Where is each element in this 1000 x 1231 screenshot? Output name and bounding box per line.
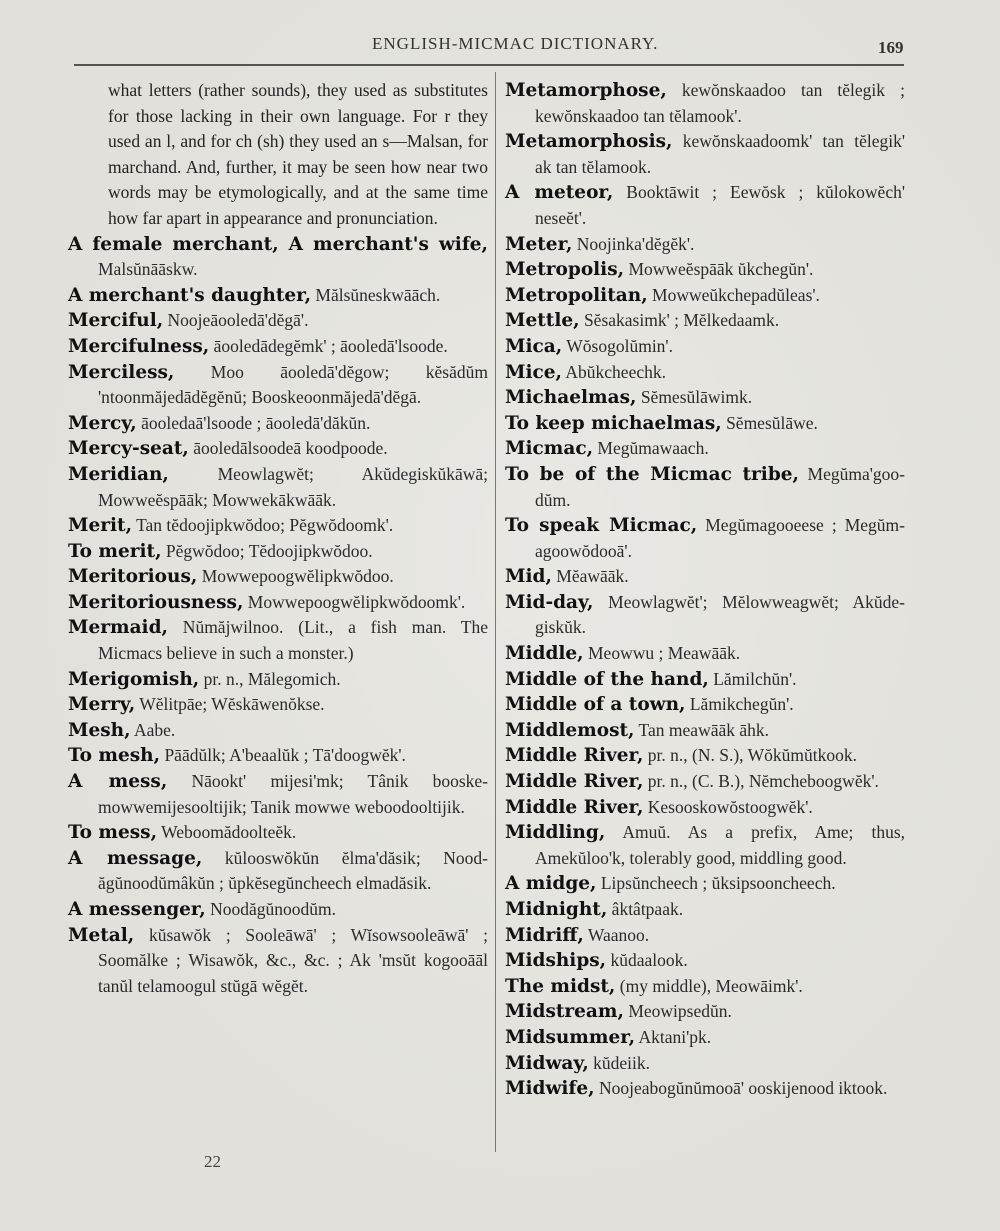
dictionary-entry <box>68 334 488 360</box>
header-title: ENGLISH-MICMAC DICTIONARY. <box>372 34 659 53</box>
entry-definition: Megŭma'goodŭm. <box>535 463 905 510</box>
entry-definition: pr. n., Mălegomich. <box>199 668 341 689</box>
continuation-paragraph: what letters (rather sounds), they used as substitutes for those lacking in their own language. For r they used an l, and for ch (sh) they used an s—Malsan, for marchand. And, further, it may be seen how near two words may be etymologically, and at the same time how far apart in appearance and pronunciation. <box>108 80 488 228</box>
dictionary-entry <box>68 564 488 590</box>
entry-definition: Amuŭ. As a prefix, Ame; thus, Amekŭloo'k, tolerably good, middling good. <box>535 822 905 868</box>
entry-definition: Mălsŭneskwāāch. <box>311 284 441 305</box>
dictionary-entry <box>505 1025 905 1051</box>
entry-definition: (my middle), Meowāimk'. <box>615 975 803 996</box>
dictionary-entry <box>505 462 905 513</box>
dictionary-entry <box>68 283 488 309</box>
dictionary-entry <box>505 795 905 821</box>
entry-headword: Michaelmas, <box>505 387 637 409</box>
entry-headword: A messenger, <box>68 899 206 920</box>
dictionary-entry <box>68 411 488 437</box>
entry-headword: Middle of the hand, <box>505 668 709 690</box>
entry-headword: To mess, <box>68 822 158 844</box>
entry-headword: Meridian, <box>68 463 169 485</box>
dictionary-entry <box>68 718 488 744</box>
running-header <box>0 32 1000 60</box>
entry-definition: Meowlagwĕt; Akŭdegiskŭkāwā; Mowweĕspāāk; Mowwekākwāāk. <box>98 463 488 510</box>
entry-headword: Mesh, <box>68 719 131 741</box>
entry-definition: Abŭkcheechk. <box>561 361 666 382</box>
entry-headword: Mercy-seat, <box>68 438 189 460</box>
dictionary-entry <box>505 590 905 641</box>
entry-headword: A female merchant, A merchant's wife, <box>68 233 488 255</box>
dictionary-entry <box>505 923 905 949</box>
dictionary-entry <box>505 641 905 667</box>
entry-headword: Meritorious, <box>68 566 198 588</box>
entry-headword: Middle, <box>505 643 584 665</box>
entry-headword: Metal, <box>68 924 135 946</box>
entry-headword: Middle River, <box>505 745 644 767</box>
dictionary-entry <box>68 743 488 769</box>
entry-definition: Noodăgŭnoodŭm. <box>205 899 337 919</box>
entry-headword: Merigomish, <box>68 668 200 690</box>
entry-definition: Kesooskowŏstoogwĕk'. <box>643 796 813 817</box>
dictionary-entry <box>68 692 488 718</box>
entry-definition: Sĕmesŭlāwimk. <box>636 387 753 408</box>
entry-headword: Mid-day, <box>505 591 594 613</box>
entry-headword: Mercy, <box>68 412 137 434</box>
entry-headword: Midway, <box>505 1052 589 1074</box>
entry-definition: Mĕawāāk. <box>551 566 629 587</box>
entry-definition: pr. n., (N. S.), Wŏkŭmŭtkook. <box>643 745 857 766</box>
entry-headword: Metropolitan, <box>505 284 648 306</box>
dictionary-entry <box>68 462 488 513</box>
right-column <box>505 78 905 1102</box>
entry-definition: Lămilchŭn'. <box>708 668 797 689</box>
entry-headword: A merchant's daughter, <box>68 284 312 306</box>
entry-headword: A midge, <box>505 873 597 895</box>
header-rule <box>74 64 904 66</box>
entry-definition: āooledaā'lsoode ; āooledā'dăkŭn. <box>136 412 371 433</box>
entry-definition: Pāādŭlk; A'beaalŭk ; Tā'doogwĕk'. <box>160 745 406 766</box>
dictionary-entry <box>68 360 488 411</box>
entry-definition: âktâtpaak. <box>607 899 684 919</box>
dictionary-entry <box>505 78 905 129</box>
entry-definition: kewŏnskaadoomk' tan tĕlegik' ak tan tĕlamook. <box>535 131 905 177</box>
entry-definition: Meowlagwĕt'; Mĕlowweagwĕt; Akŭdegiskŭk. <box>535 591 905 638</box>
entry-headword: Metamorphose, <box>505 80 667 101</box>
dictionary-entry <box>505 948 905 974</box>
entry-definition: Lipsŭncheech ; ŭksipsooncheech. <box>596 873 836 894</box>
entry-headword: Mettle, <box>505 310 580 332</box>
entry-definition: Megŭmawaach. <box>593 438 709 459</box>
entry-headword: A message, <box>68 847 203 869</box>
entry-headword: Mercifulness, <box>68 335 210 357</box>
entry-headword: A mess, <box>68 771 168 793</box>
entry-headword: Merit, <box>68 515 133 537</box>
signature-mark: 22 <box>204 1152 221 1171</box>
dictionary-entry <box>505 564 905 590</box>
entry-headword: Midwife, <box>505 1078 595 1100</box>
entry-headword: To keep michaelmas, <box>505 412 722 434</box>
entry-definition: Aabe. <box>130 719 176 740</box>
dictionary-entry <box>505 999 905 1025</box>
entry-definition: Sĕmesŭlāwe. <box>721 412 818 433</box>
entry-definition: Tan tĕdoojipkwŏdoo; Pĕgwŏdoomk'. <box>132 515 394 536</box>
entry-headword: Middling, <box>505 822 606 844</box>
entry-definition: Waanoo. <box>583 924 650 945</box>
dictionary-entry <box>68 615 488 666</box>
entry-headword: Midnight, <box>505 899 608 920</box>
entry-headword: Micmac, <box>505 438 594 460</box>
entry-definition: Wĕlitpāe; Wĕskāwenŏkse. <box>135 694 325 715</box>
dictionary-entry <box>505 513 905 564</box>
entry-headword: Meter, <box>505 233 573 255</box>
entry-headword: Middle of a town, <box>505 694 686 716</box>
dictionary-entry <box>505 820 905 871</box>
entry-headword: Metropolis, <box>505 259 625 281</box>
dictionary-entry <box>68 846 488 897</box>
entry-headword: Meritoriousness, <box>68 591 244 613</box>
entry-headword: Merciless, <box>68 361 175 383</box>
dictionary-entry <box>505 308 905 334</box>
entry-definition: Aktani'pk. <box>635 1026 712 1047</box>
dictionary-entry <box>505 385 905 411</box>
entry-definition: kŭsawŏk ; Sooleāwā' ; Wĭsowsooleāwā' ; Soomălke ; Wisawŏk, &c., &c. ; Ak 'msŭt kogooāāl tanŭl telamoogul stŭgā wĕgĕt. <box>98 924 488 996</box>
entry-headword: Midstream, <box>505 1001 624 1023</box>
dictionary-entry <box>505 334 905 360</box>
dictionary-entry <box>505 411 905 437</box>
entry-definition: Tan meawāāk āhk. <box>634 719 770 740</box>
dictionary-entry <box>505 897 905 923</box>
entry-definition: Noojeabogŭnŭmooā' ooskijenood iktook. <box>594 1078 888 1099</box>
dictionary-entry <box>68 590 488 616</box>
dictionary-entry <box>68 436 488 462</box>
left-column <box>68 78 488 999</box>
entry-headword: The midst, <box>505 975 616 997</box>
entry-definition: Nŭmăjwilnoo. (Lit., a fish man. The Micmacs believe in such a monster.) <box>98 617 488 664</box>
entry-headword: Middlemost, <box>505 719 635 741</box>
dictionary-entry <box>68 769 488 820</box>
dictionary-entry <box>505 769 905 795</box>
entry-definition: Nāookt' mijesi'mk; Tânik booskemowwemijesooltijik; Tanik mowwe weboodooltijik. <box>98 771 488 817</box>
entry-definition: Weboomădoolteĕk. <box>157 822 297 843</box>
entry-headword: Middle River, <box>505 771 644 793</box>
entry-definition: āooledādegĕmk' ; āooledā'lsoode. <box>209 335 448 356</box>
entry-definition: Noojinka'dĕgĕk'. <box>572 233 695 254</box>
dictionary-entry <box>505 129 905 180</box>
dictionary-entry <box>505 232 905 258</box>
entry-definition: Noojeāooledā'dĕgā'. <box>163 310 309 331</box>
entry-headword: Midriff, <box>505 924 584 946</box>
dictionary-entry <box>505 667 905 693</box>
entry-definition: kŭdeiik. <box>588 1052 651 1073</box>
entry-definition: kewŏnskaadoo tan tĕlegik ; kewŏnskaadoo tan tĕlamook'. <box>535 80 905 126</box>
dictionary-entry <box>505 257 905 283</box>
dictionary-entry <box>68 232 488 283</box>
entry-definition: Mowweĕspāāk ŭkchegŭn'. <box>624 259 814 280</box>
entry-headword: Mica, <box>505 335 563 357</box>
entry-headword: Midsummer, <box>505 1026 636 1048</box>
dictionary-entry <box>505 283 905 309</box>
entry-headword: Merciful, <box>68 310 164 332</box>
dictionary-entry <box>68 820 488 846</box>
entry-headword: To mesh, <box>68 745 161 767</box>
dictionary-entry <box>505 360 905 386</box>
entry-definition: Megŭmagooeese ; Megŭmagoowŏdooā'. <box>535 515 905 561</box>
dictionary-entry <box>505 1051 905 1077</box>
dictionary-entry <box>68 923 488 1000</box>
entry-definition: kŭdaalook. <box>606 950 688 971</box>
entry-definition: Moo āooledā'dĕgow; kĕsădŭm 'ntoonmăjedādĕgĕnŭ; Booskeoonmăjedā'dĕgā. <box>98 361 488 408</box>
entry-definition: Mowwepoogwĕlipkwŏdoomk'. <box>243 591 466 612</box>
entry-definition: Booktāwit ; Eewŏsk ; kŭlokowĕch' neseĕt'. <box>535 182 905 228</box>
dictionary-entry <box>68 513 488 539</box>
entry-definition: Pĕgwŏdoo; Tĕdoojipkwŏdoo. <box>161 540 373 561</box>
column-divider <box>495 72 496 1152</box>
entry-headword: To merit, <box>68 540 162 562</box>
entry-headword: Merry, <box>68 694 136 716</box>
dictionary-entry <box>68 897 488 923</box>
entry-headword: Metamorphosis, <box>505 131 673 153</box>
entry-definition: Wŏsogolŭmin'. <box>562 335 673 356</box>
entry-definition: Mowweŭkchepadŭleas'. <box>647 284 820 305</box>
dictionary-entry <box>505 718 905 744</box>
entry-headword: To speak Micmac, <box>505 515 698 537</box>
entry-headword: Middle River, <box>505 796 644 818</box>
entry-headword: A meteor, <box>505 182 614 204</box>
entry-definition: Malsŭnāāskw. <box>98 259 198 280</box>
entry-definition: Lămikchegŭn'. <box>685 694 794 715</box>
entry-definition: Mowwepoogwĕlipkwŏdoo. <box>197 566 394 587</box>
dictionary-entry <box>505 871 905 897</box>
entry-headword: Mermaid, <box>68 617 168 639</box>
entry-headword: To be of the Micmac tribe, <box>505 463 799 485</box>
entry-definition: Sĕsakasimk' ; Mĕlkedaamk. <box>579 310 780 331</box>
dictionary-entry <box>68 667 488 693</box>
entry-definition: kŭlooswŏkŭn ĕlma'dăsik; Noodăgŭnoodŭmâkŭn ; ŭpkĕsegŭncheech elmadăsik. <box>98 847 488 894</box>
dictionary-entry <box>505 974 905 1000</box>
entry-definition: pr. n., (C. B.), Nĕmcheboogwĕk'. <box>643 771 879 792</box>
entry-headword: Midships, <box>505 950 607 972</box>
dictionary-entry <box>505 743 905 769</box>
entry-definition: Meowipsedŭn. <box>623 1001 732 1022</box>
dictionary-entry <box>68 539 488 565</box>
page-number: 169 <box>878 38 904 57</box>
dictionary-entry <box>505 180 905 231</box>
dictionary-entry <box>505 692 905 718</box>
entry-definition: Meowwu ; Meawāāk. <box>583 643 741 664</box>
entry-headword: Mice, <box>505 361 562 383</box>
entry-definition: āooledālsoodeā koodpoode. <box>188 438 388 459</box>
entry-headword: Mid, <box>505 566 552 588</box>
dictionary-entry <box>505 1076 905 1102</box>
dictionary-entry <box>505 436 905 462</box>
dictionary-entry <box>68 308 488 334</box>
